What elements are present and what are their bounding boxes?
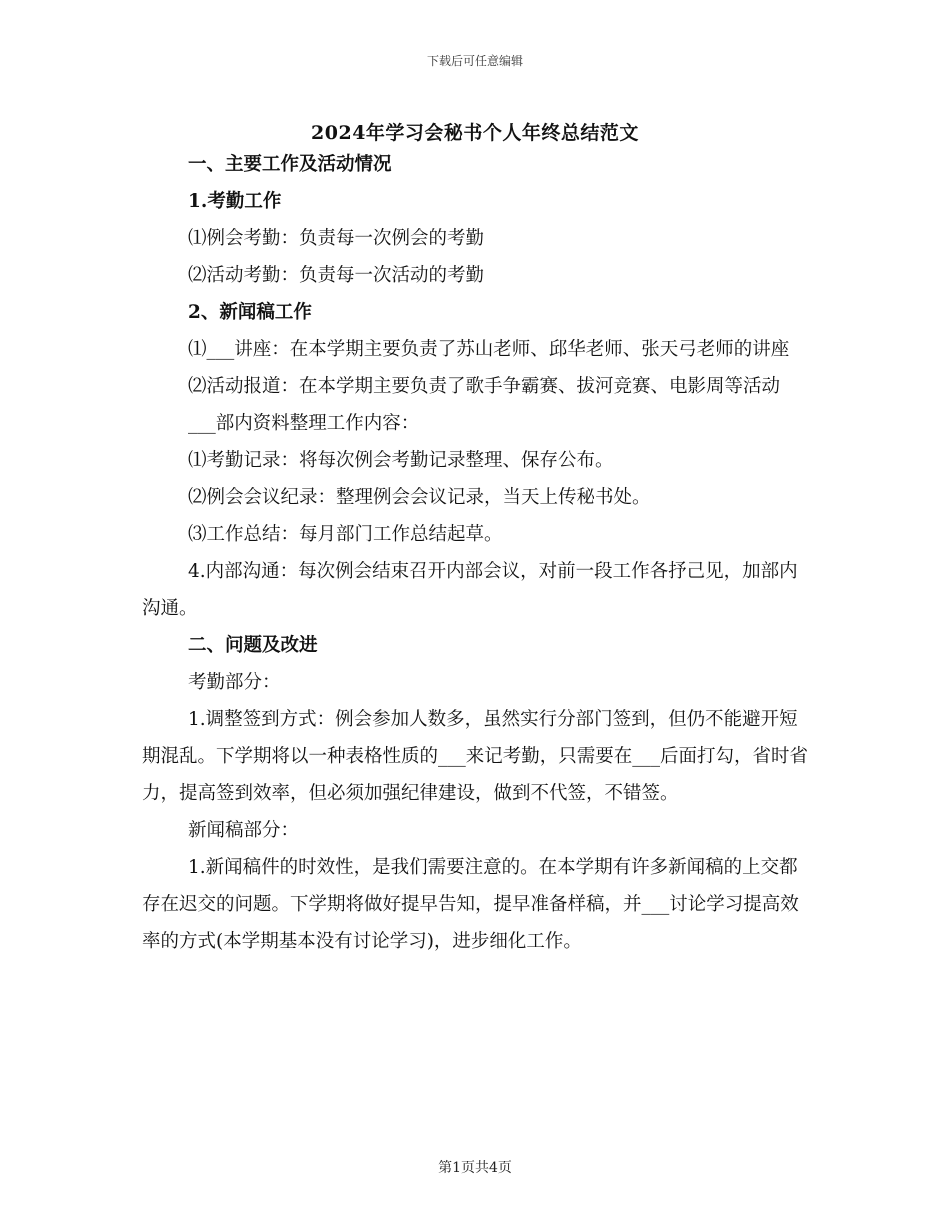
page-header-note: 下载后可任意编辑 xyxy=(426,54,523,68)
paragraph-lectures: ⑴___讲座：在本学期主要负责了苏山老师、邱华老师、张天弓老师的讲座 xyxy=(188,339,790,360)
paragraph-attendance-records: ⑴考勤记录：将每次例会考勤记录整理、保存公布。 xyxy=(188,450,614,471)
paragraph-internal-communication: 4.内部沟通：每次例会结束召开内部会议，对前一段工作各抒己见，加部内沟通。 xyxy=(142,561,798,619)
document-body xyxy=(142,146,810,960)
paragraph-meeting-attendance: ⑴例会考勤：负责每一次例会的考勤 xyxy=(188,228,485,249)
paragraph-activity-attendance: ⑵活动考勤：负责每一次活动的考勤 xyxy=(188,265,485,286)
paragraph-signin-adjustment: 1.调整签到方式：例会参加人数多，虽然实行分部门签到，但仍不能避开短期混乱。下学期将以一种表格性质的___来记考勤，只需要在___后面打勾，省时省力，提高签到效率，但必须加强纪律建设，做到不代签，不错签。 xyxy=(142,709,809,804)
paragraph-internal-docs: ___部内资料整理工作内容： xyxy=(188,413,420,434)
section-heading-problems: 二、问题及改进 xyxy=(188,635,318,656)
paragraph-news-part: 新闻稿部分： xyxy=(188,820,300,841)
paragraph-attendance-part: 考勤部分： xyxy=(188,672,281,693)
subsection-heading-news: 2、新闻稿工作 xyxy=(188,302,312,323)
paragraph-news-timeliness: 1.新闻稿件的时效性，是我们需要注意的。在本学期有许多新闻稿的上交都存在迟交的问题。下学期将做好提早告知，提早准备样稿，并___讨论学习提高效率的方式(本学期基本没有讨论学习)，进步细化工作。 xyxy=(142,857,799,952)
subsection-heading-attendance: 1.考勤工作 xyxy=(188,191,282,212)
paragraph-meeting-minutes: ⑵例会会议纪录：整理例会会议记录，当天上传秘书处。 xyxy=(188,487,651,508)
section-heading-main-work: 一、主要工作及活动情况 xyxy=(188,154,392,175)
paragraph-work-summary: ⑶工作总结：每月部门工作总结起草。 xyxy=(188,524,503,545)
page-footer-page-number: 第1页共4页 xyxy=(438,1160,512,1176)
paragraph-activity-reports: ⑵活动报道：在本学期主要负责了歌手争霸赛、拔河竞赛、电影周等活动 xyxy=(188,376,781,397)
document-title: 2024年学习会秘书个人年终总结范文 xyxy=(311,122,639,144)
